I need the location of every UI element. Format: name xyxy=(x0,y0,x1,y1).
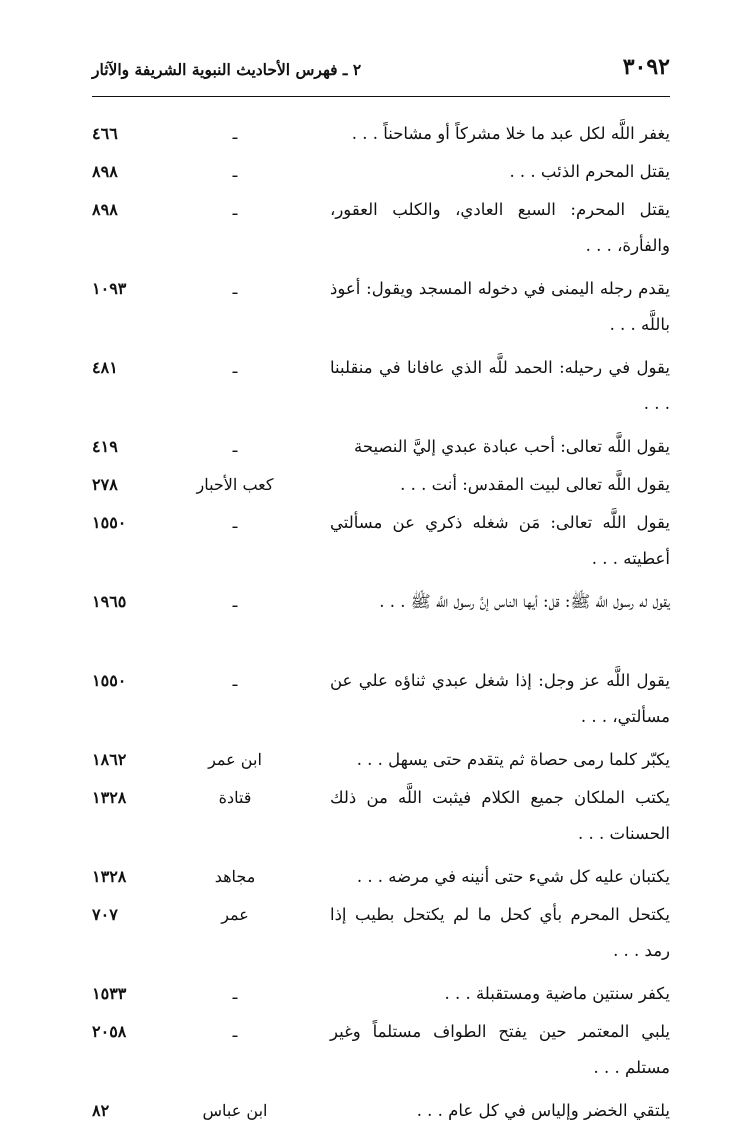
hadith-text: يقول اللَّه تعالى: مَن شغله ذكري عن مسألتي أعطيته . . . xyxy=(330,513,670,568)
narrator: ـ xyxy=(232,437,238,456)
hadith-number: ١٥٥٠ xyxy=(92,671,127,690)
index-entry xyxy=(92,350,670,422)
hadith-text: يلبي المعتمر حين يفتح الطواف مستلماً وغير مستلم . . . xyxy=(330,1022,670,1077)
hadith-number: ٨٢ xyxy=(92,1101,110,1120)
narrator: ـ xyxy=(232,592,238,611)
hadith-text: يكتب الملكان جميع الكلام فيثبت اللَّه من ذلك الحسنات . . . xyxy=(330,788,670,843)
narrator: ـ xyxy=(232,200,238,219)
hadith-text: يغفر اللَّه لكل عبد ما خلا مشركاً أو مشاحناً . . . xyxy=(351,124,670,143)
hadith-number: ١٥٥٠ xyxy=(92,513,127,532)
hadith-text: يكتحل المحرم بأي كحل ما لم يكتحل بطيب إذا رمد . . . xyxy=(330,905,670,960)
index-entry xyxy=(92,663,670,735)
narrator: ابن عباس xyxy=(202,1101,268,1120)
narrator: ـ xyxy=(232,671,238,690)
index-entry xyxy=(92,1014,670,1086)
page-number: ٣٠٩٢ xyxy=(622,54,670,80)
hadith-text: يقتل المحرم الذئب . . . xyxy=(509,162,670,181)
hadith-number: ١٣٢٨ xyxy=(92,867,127,886)
hadith-text: يكفر سنتين ماضية ومستقبلة . . . xyxy=(444,984,670,1003)
index-entry xyxy=(92,1093,670,1129)
narrator: ـ xyxy=(232,162,238,181)
index-entry xyxy=(92,859,670,895)
hadith-text: يقول اللَّه عز وجل: إذا شغل عبدي ثناؤه علي عن مسألتي، . . . xyxy=(330,671,670,726)
hadith-number: ١٥٣٣ xyxy=(92,984,127,1003)
hadith-index-list xyxy=(92,116,670,1131)
hadith-number: ١٠٩٣ xyxy=(92,279,127,298)
hadith-number: ٢٧٨ xyxy=(92,475,118,494)
hadith-number: ٧٠٧ xyxy=(92,905,118,924)
hadith-text: يكتبان عليه كل شيء حتى أنينه في مرضه . . . xyxy=(356,867,670,886)
hadith-text: يقول في رحيله: الحمد للَّه الذي عافانا في منقلبنا . . . xyxy=(330,358,670,413)
index-entry xyxy=(92,780,670,852)
hadith-number: ٤٨١ xyxy=(92,358,118,377)
hadith-number: ٤٦٦ xyxy=(92,124,118,143)
narrator: كعب الأحبار xyxy=(196,475,274,494)
hadith-number: ١٨٦٢ xyxy=(92,750,127,769)
narrator: ـ xyxy=(232,358,238,377)
hadith-number: ٨٩٨ xyxy=(92,200,118,219)
hadith-text: يلتقي الخضر وإلياس في كل عام . . . xyxy=(416,1101,670,1120)
hadith-number: ٤١٩ xyxy=(92,437,118,456)
hadith-number: ٨٩٨ xyxy=(92,162,118,181)
narrator: ـ xyxy=(232,1022,238,1041)
page-header xyxy=(92,50,670,97)
narrator: قتادة xyxy=(218,788,252,807)
index-entry xyxy=(92,505,670,577)
narrator: ابن عمر xyxy=(208,750,262,769)
narrator: ـ xyxy=(232,279,238,298)
hadith-text: يقول اللَّه تعالى: أحب عبادة عبدي إليَّ النصيحة xyxy=(354,437,670,456)
narrator: ـ xyxy=(232,984,238,1003)
index-entry xyxy=(92,897,670,969)
hadith-text: يقول اللَّه تعالى لبيت المقدس: أنت . . . xyxy=(400,475,670,494)
index-entry xyxy=(92,154,670,190)
index-entry xyxy=(92,976,670,1012)
narrator: مجاهد xyxy=(214,867,256,886)
hadith-number: ١٣٢٨ xyxy=(92,788,127,807)
hadith-text: يكبّر كلما رمى حصاة ثم يتقدم حتى يسهل . . . xyxy=(356,750,670,769)
hadith-text: يقدم رجله اليمنى في دخوله المسجد ويقول: أعوذ باللَّه . . . xyxy=(330,279,670,334)
hadith-number: ١٩٦٥ xyxy=(92,592,127,611)
index-entry xyxy=(92,429,670,465)
hadith-text: يقتل المحرم: السبع العادي، والكلب العقور، والفأرة، . . . xyxy=(330,200,670,255)
index-entry xyxy=(92,192,670,264)
running-title: ٢ ـ فهرس الأحاديث النبوية الشريفة والآثار xyxy=(92,60,362,79)
hadith-number: ٢٠٥٨ xyxy=(92,1022,127,1041)
index-entry xyxy=(92,467,670,503)
index-entry xyxy=(92,742,670,778)
narrator: ـ xyxy=(232,124,238,143)
narrator: عمر xyxy=(221,905,249,924)
hadith-text: يقول له رسول اللَّه ﷺ: قل: أيها الناس إنَّ رسول اللَّه ﷺ . . . xyxy=(379,592,670,611)
index-entry xyxy=(92,584,670,656)
index-entry xyxy=(92,271,670,343)
narrator: ـ xyxy=(232,513,238,532)
index-entry xyxy=(92,116,670,152)
